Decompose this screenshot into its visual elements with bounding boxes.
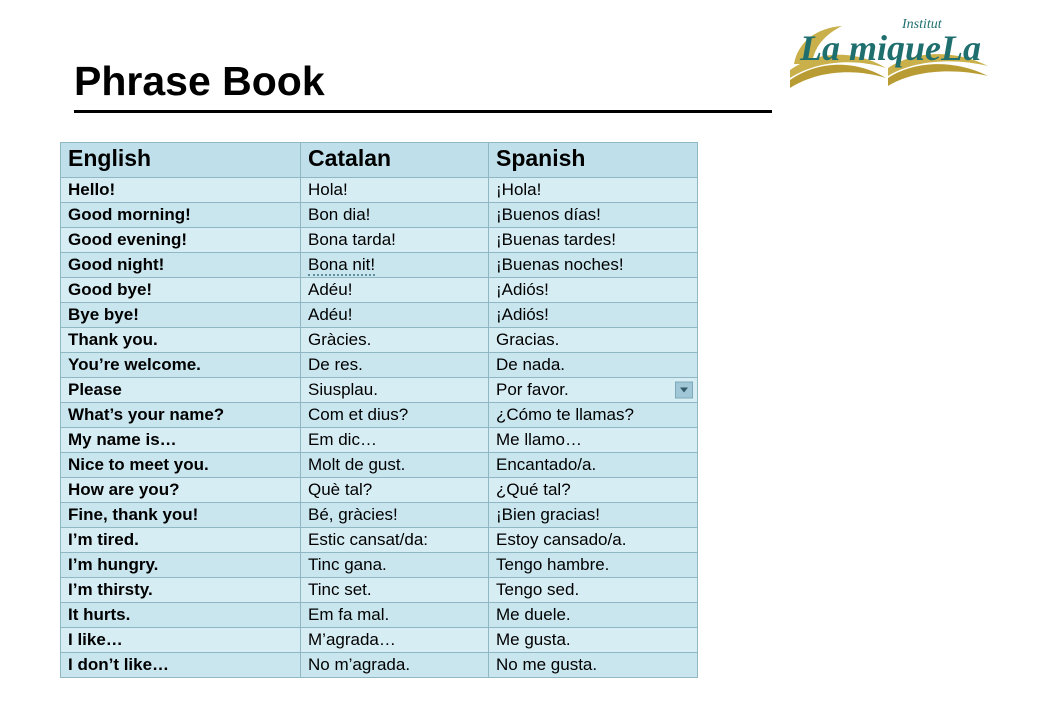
table-row — [61, 278, 698, 303]
table-row — [61, 553, 698, 578]
title-underline-rule — [74, 110, 772, 113]
cell-catalan-text: Bona nit! — [308, 254, 376, 274]
cell-catalan: Bona tarda! — [301, 228, 489, 253]
cell-english: Fine, thank you! — [61, 503, 301, 528]
cell-catalan: Hola! — [301, 178, 489, 203]
table-row — [61, 253, 698, 278]
cell-catalan: Em fa mal. — [301, 603, 489, 628]
table-row — [61, 328, 698, 353]
table-row — [61, 628, 698, 653]
cell-spanish: ¡Adiós! — [489, 303, 698, 328]
cell-english: Nice to meet you. — [61, 453, 301, 478]
cell-spanish: ¡Buenas tardes! — [489, 228, 698, 253]
cell-catalan: Bon dia! — [301, 203, 489, 228]
column-header-catalan: Catalan — [301, 143, 489, 178]
cell-english: What’s your name? — [61, 403, 301, 428]
cell-english: Good night! — [61, 253, 301, 278]
cell-spanish: ¿Cómo te llamas? — [489, 403, 698, 428]
column-header-spanish: Spanish — [489, 143, 698, 178]
cell-catalan: Tinc gana. — [301, 553, 489, 578]
page-title-wrap — [74, 57, 774, 109]
table-row — [61, 653, 698, 678]
table-header-row — [61, 143, 698, 178]
cell-catalan: De res. — [301, 353, 489, 378]
cell-catalan: Siusplau. — [301, 378, 489, 403]
cell-spanish: ¡Buenas noches! — [489, 253, 698, 278]
table-row — [61, 378, 698, 403]
table-row — [61, 578, 698, 603]
svg-text:La miqueLa: La miqueLa — [800, 28, 981, 68]
cell-catalan: Molt de gust. — [301, 453, 489, 478]
table-row — [61, 503, 698, 528]
cell-english: Please — [61, 378, 301, 403]
phrase-table-wrap — [60, 142, 697, 678]
cell-spanish: ¡Bien gracias! — [489, 503, 698, 528]
cell-catalan: Tinc set. — [301, 578, 489, 603]
table-row — [61, 478, 698, 503]
cell-spanish-text: Por favor. — [496, 379, 569, 399]
cell-english: I’m thirsty. — [61, 578, 301, 603]
svg-text:Institut: Institut — [902, 17, 942, 32]
table-row — [61, 303, 698, 328]
cell-english: Good morning! — [61, 203, 301, 228]
cell-catalan: Bé, gràcies! — [301, 503, 489, 528]
cell-catalan — [301, 253, 489, 278]
cell-catalan: Adéu! — [301, 303, 489, 328]
chevron-down-icon[interactable] — [675, 382, 693, 399]
column-header-english: English — [61, 143, 301, 178]
cell-catalan: Gràcies. — [301, 328, 489, 353]
phrase-table — [60, 142, 698, 678]
cell-english: I like… — [61, 628, 301, 653]
cell-spanish: ¡Hola! — [489, 178, 698, 203]
cell-spanish: Estoy cansado/a. — [489, 528, 698, 553]
cell-catalan: M’agrada… — [301, 628, 489, 653]
cell-english: Bye bye! — [61, 303, 301, 328]
table-row — [61, 203, 698, 228]
table-row — [61, 428, 698, 453]
cell-catalan: Com et dius? — [301, 403, 489, 428]
cell-spanish: Me llamo… — [489, 428, 698, 453]
cell-spanish: Tengo hambre. — [489, 553, 698, 578]
cell-english: Good bye! — [61, 278, 301, 303]
page-title: Phrase Book — [74, 58, 325, 104]
cell-spanish: Encantado/a. — [489, 453, 698, 478]
cell-spanish: ¿Qué tal? — [489, 478, 698, 503]
cell-catalan: Estic cansat/da: — [301, 528, 489, 553]
cell-english: It hurts. — [61, 603, 301, 628]
cell-english: Good evening! — [61, 228, 301, 253]
cell-english: I’m hungry. — [61, 553, 301, 578]
cell-spanish: ¡Buenos días! — [489, 203, 698, 228]
cell-spanish — [489, 378, 698, 403]
cell-catalan: No m’agrada. — [301, 653, 489, 678]
cell-english: I’m tired. — [61, 528, 301, 553]
cell-english: My name is… — [61, 428, 301, 453]
cell-spanish: Tengo sed. — [489, 578, 698, 603]
institut-la-miquela-logo — [782, 8, 1007, 100]
table-row — [61, 528, 698, 553]
cell-english: How are you? — [61, 478, 301, 503]
cell-english: Hello! — [61, 178, 301, 203]
table-row — [61, 353, 698, 378]
table-row — [61, 178, 698, 203]
cell-catalan: Què tal? — [301, 478, 489, 503]
cell-spanish: ¡Adiós! — [489, 278, 698, 303]
cell-spanish: Gracias. — [489, 328, 698, 353]
cell-english: You’re welcome. — [61, 353, 301, 378]
cell-spanish: De nada. — [489, 353, 698, 378]
cell-spanish: Me duele. — [489, 603, 698, 628]
table-row — [61, 403, 698, 428]
cell-spanish: Me gusta. — [489, 628, 698, 653]
cell-english: I don’t like… — [61, 653, 301, 678]
cell-catalan: Adéu! — [301, 278, 489, 303]
cell-catalan: Em dic… — [301, 428, 489, 453]
cell-spanish: No me gusta. — [489, 653, 698, 678]
table-row — [61, 603, 698, 628]
cell-english: Thank you. — [61, 328, 301, 353]
table-row — [61, 228, 698, 253]
table-row — [61, 453, 698, 478]
